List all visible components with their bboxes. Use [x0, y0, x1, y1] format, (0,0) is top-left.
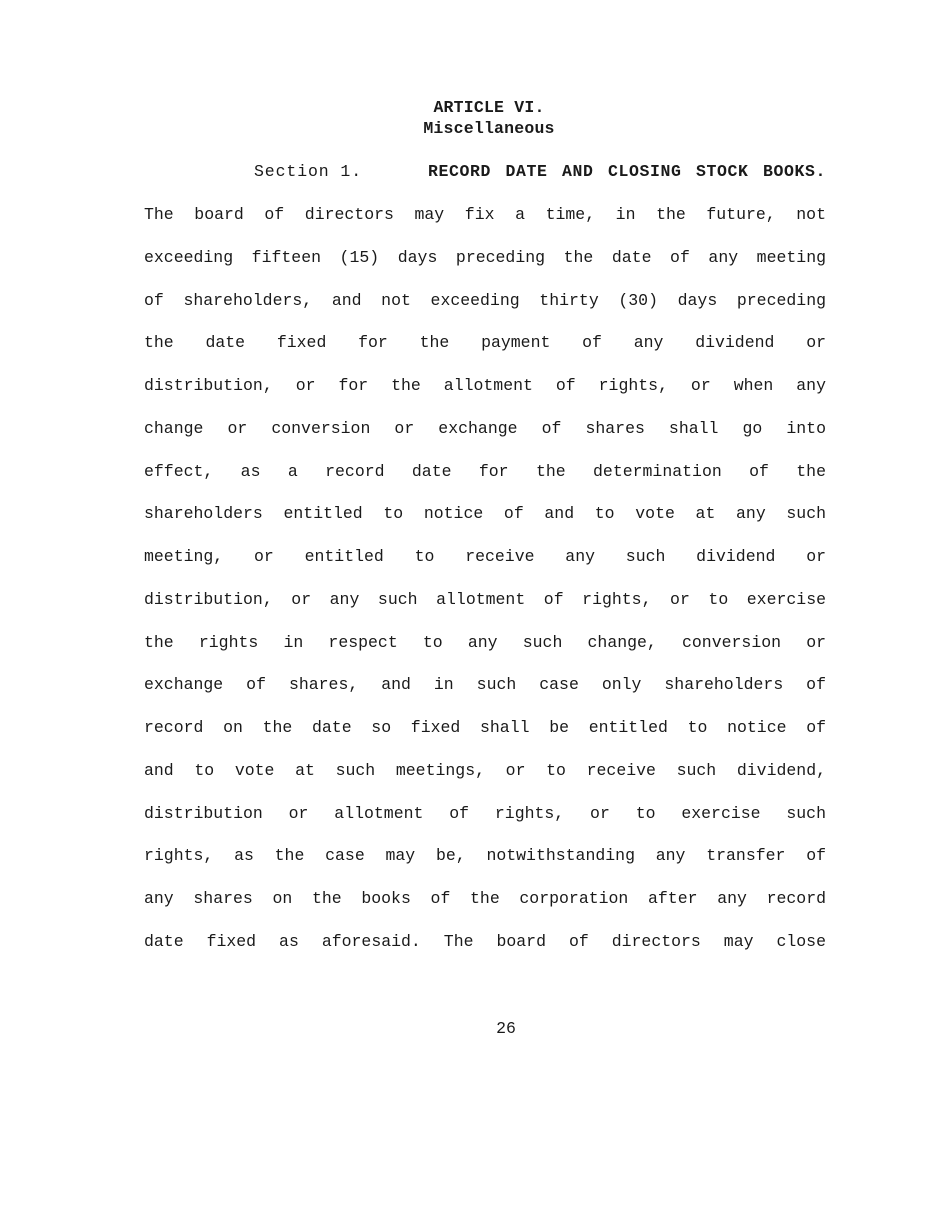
section-heading-line: [254, 161, 826, 183]
body-text-line: change or conversion or exchange of shares shall go into: [144, 418, 826, 438]
article-number: ARTICLE VI.: [433, 98, 545, 117]
section-label: Section 1.: [254, 162, 363, 181]
body-text-line: shareholders entitled to notice of and to vote at any such: [144, 504, 826, 524]
page-number: 26: [496, 1019, 516, 1038]
body-text-line: meeting, or entitled to receive any such dividend or: [144, 547, 826, 566]
body-text-line: record on the date so fixed shall be entitled to notice of: [144, 718, 826, 737]
article-heading: [0, 97, 933, 139]
body-text-line: effect, as a record date for the determination of the: [144, 461, 826, 481]
body-text-line: date fixed as aforesaid. The board of directors may close: [144, 931, 826, 951]
body-text-line: distribution, or any such allotment of rights, or to exercise: [144, 589, 826, 609]
body-text-line: distribution, or for the allotment of rights, or when any: [144, 376, 826, 395]
article-title: Miscellaneous: [423, 119, 555, 138]
body-text-line: of shareholders, and not exceeding thirty (30) days preceding: [144, 290, 826, 310]
body-text-line: rights, as the case may be, notwithstanding any transfer of: [144, 846, 826, 866]
section-body: [144, 204, 826, 974]
body-text-line: the rights in respect to any such change, conversion or: [144, 632, 826, 652]
body-text-line: the date fixed for the payment of any dividend or: [144, 333, 826, 353]
body-text-line: exchange of shares, and in such case only shareholders of: [144, 675, 826, 695]
body-text-line: exceeding fifteen (15) days preceding the date of any meeting: [144, 247, 826, 267]
body-text-line: The board of directors may fix a time, in the future, not: [144, 205, 826, 224]
body-text-line: distribution or allotment of rights, or to exercise such: [144, 803, 826, 823]
body-text-line: and to vote at such meetings, or to receive such dividend,: [144, 760, 826, 780]
section-title: RECORD DATE AND CLOSING STOCK BOOKS.: [427, 162, 826, 181]
body-text-line: any shares on the books of the corporation after any record: [144, 889, 826, 908]
